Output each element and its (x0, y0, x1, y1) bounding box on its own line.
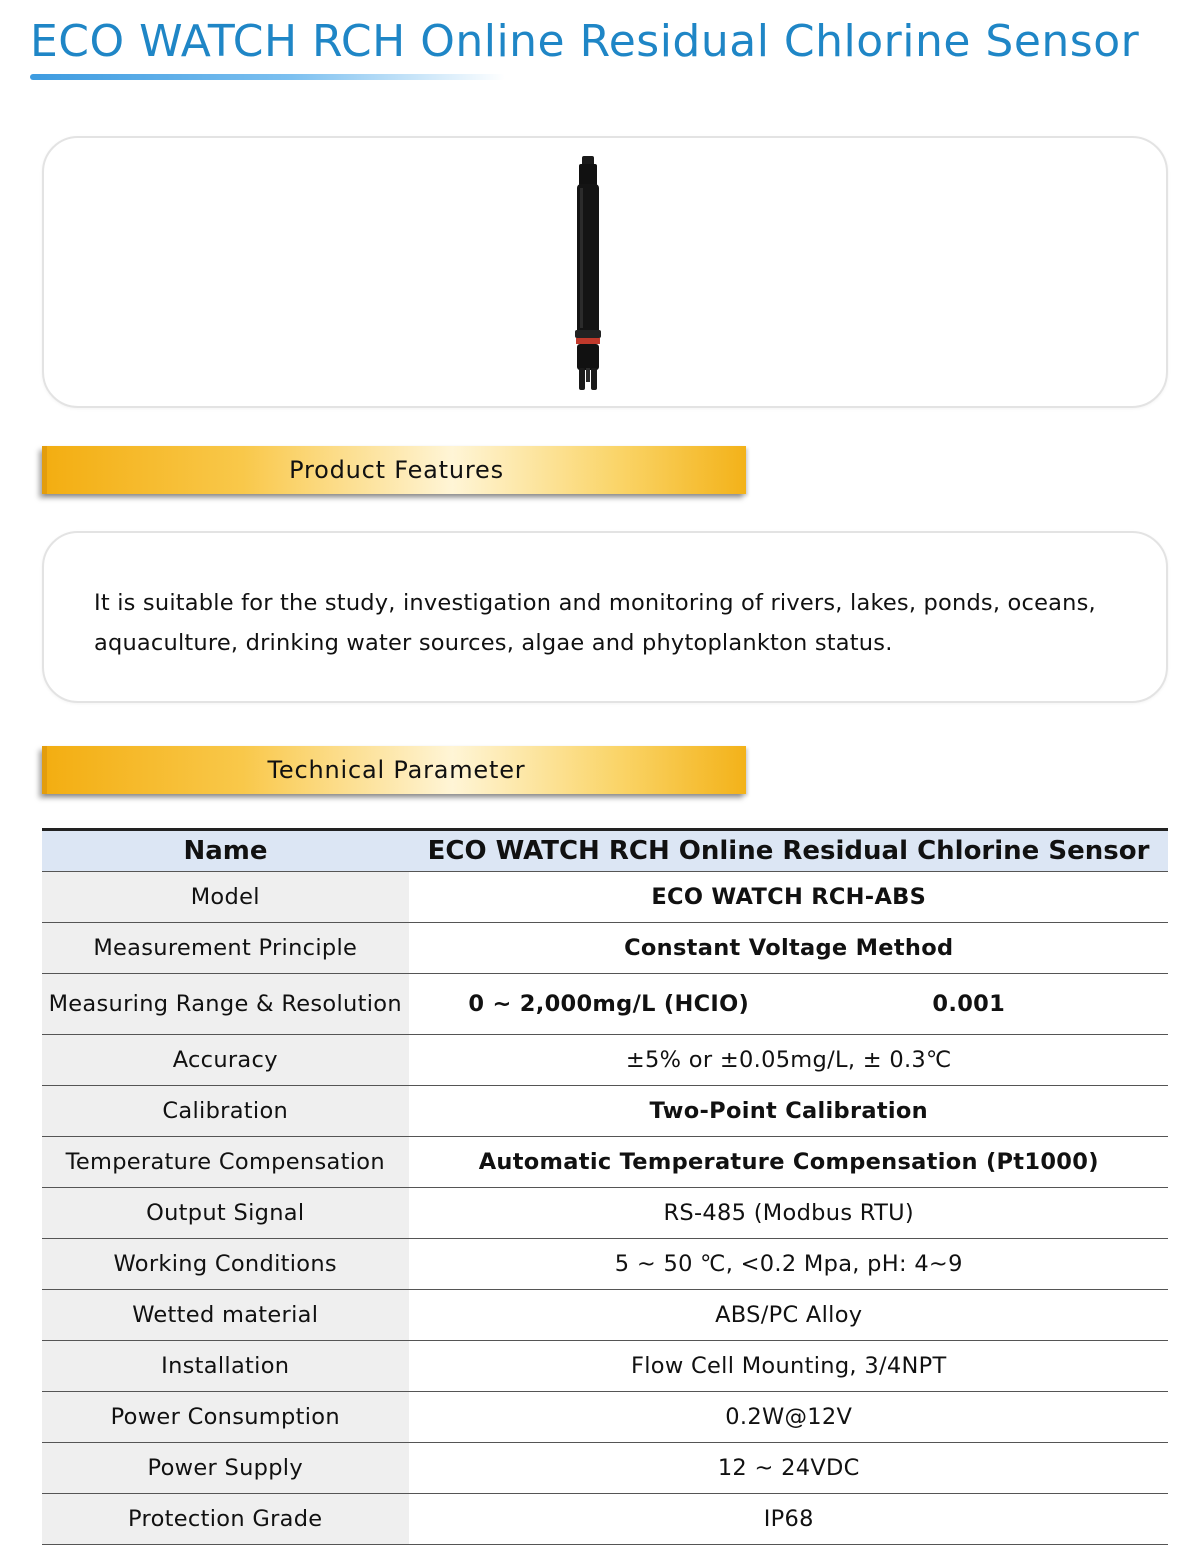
row-value: ECO WATCH RCH-ABS (409, 872, 1168, 923)
range-value: 0 ~ 2,000mg/L (HCIO) (468, 991, 750, 1017)
table-row (42, 1341, 1168, 1392)
table-row (42, 974, 1168, 1035)
row-label: Measurement Principle (42, 923, 409, 974)
title-underline (30, 74, 505, 80)
table-row (42, 1137, 1168, 1188)
technical-parameter-banner (42, 746, 746, 794)
row-label: Power Consumption (42, 1392, 409, 1443)
row-label: Power Supply (42, 1443, 409, 1494)
product-image-card (42, 136, 1168, 408)
table-row (42, 1188, 1168, 1239)
row-value: 12 ~ 24VDC (409, 1443, 1168, 1494)
table-row (42, 1392, 1168, 1443)
row-label: Measuring Range & Resolution (42, 974, 409, 1035)
sensor-probe-image (566, 154, 610, 394)
row-value: IP68 (409, 1494, 1168, 1545)
row-value: Constant Voltage Method (409, 923, 1168, 974)
header-name-label: Name (42, 830, 409, 872)
product-features-banner (42, 446, 746, 494)
range-resolution-cell (409, 974, 1168, 1035)
technical-parameter-heading: Technical Parameter (267, 756, 526, 784)
table-row (42, 1443, 1168, 1494)
row-value: 5 ~ 50 ℃, <0.2 Mpa, pH: 4~9 (409, 1239, 1168, 1290)
row-label: Working Conditions (42, 1239, 409, 1290)
table-header-row (42, 830, 1168, 872)
row-label: Calibration (42, 1086, 409, 1137)
table-row (42, 1035, 1168, 1086)
row-value: Two-Point Calibration (409, 1086, 1168, 1137)
row-value: ±5% or ±0.05mg/L, ± 0.3℃ (409, 1035, 1168, 1086)
row-label: Temperature Compensation (42, 1137, 409, 1188)
row-label: Protection Grade (42, 1494, 409, 1545)
header-name-value: ECO WATCH RCH Online Residual Chlorine Sensor (409, 830, 1168, 872)
page-title: ECO WATCH RCH Online Residual Chlorine Sensor (30, 16, 1140, 67)
row-value: ABS/PC Alloy (409, 1290, 1168, 1341)
row-value: RS-485 (Modbus RTU) (409, 1188, 1168, 1239)
table-row (42, 1494, 1168, 1545)
row-label: Output Signal (42, 1188, 409, 1239)
table-row (42, 1086, 1168, 1137)
features-card (42, 531, 1168, 703)
features-description: It is suitable for the study, investigation and monitoring of rivers, lakes, ponds, oceans, aquaculture, drinking water sources, algae and phytoplankton status. (94, 590, 1096, 656)
table-row (42, 1239, 1168, 1290)
technical-parameter-table (42, 828, 1168, 1545)
row-value: 0.2W@12V (409, 1392, 1168, 1443)
row-label: Installation (42, 1341, 409, 1392)
table-row (42, 1290, 1168, 1341)
table-row (42, 872, 1168, 923)
row-label: Wetted material (42, 1290, 409, 1341)
table-row (42, 923, 1168, 974)
resolution-value: 0.001 (932, 991, 1006, 1017)
row-value: Flow Cell Mounting, 3/4NPT (409, 1341, 1168, 1392)
product-features-heading: Product Features (289, 456, 504, 484)
row-label: Accuracy (42, 1035, 409, 1086)
row-value: Automatic Temperature Compensation (Pt1000) (409, 1137, 1168, 1188)
row-label: Model (42, 872, 409, 923)
